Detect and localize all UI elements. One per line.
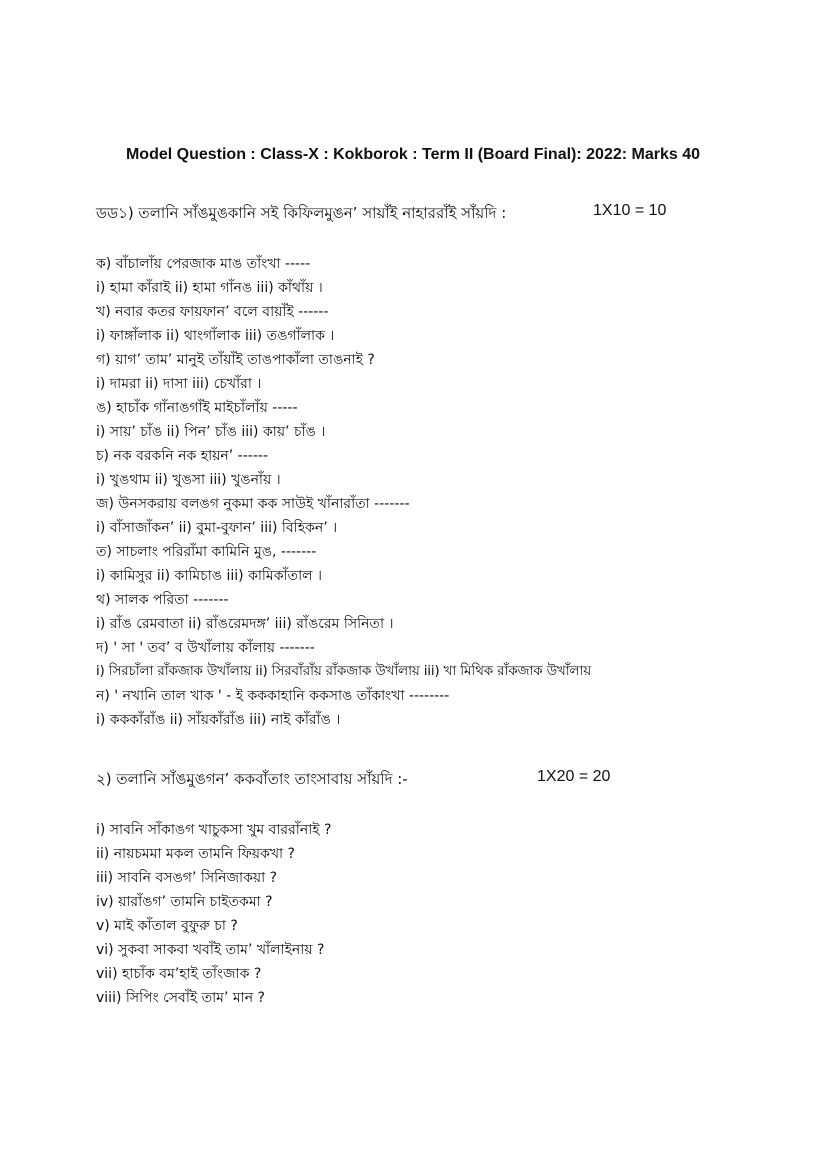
question-line: ন) ' নখানি তাল খাক ' - ই কককাহানি ককসাঙ তাঁকাংখা -------- [96,688,450,704]
options-line: i) বাঁসাজাঁকন’ ii) বুমা-বুফান’ iii) বিহিকন’ । [96,520,338,536]
question-line: চ) নক বরকনি নক হায়ন’ ------ [96,448,268,464]
options-line: i) সিরচাঁলা রাঁকজাক উখাঁলায় ii) সিরবাঁরাঁয় রাঁকজাক উখাঁলায় iii) খা মিথিক রাঁকজাক উখাঁলায় [96,663,592,679]
question-line: ক) বাঁচালাঁয় পেরজাক মাঙ তাঁংখা ----- [96,256,311,272]
question-line: iv) য়ারাঁঙগ’ তামনি চাইতকমা ? [96,894,273,910]
options-line: i) কামিসুর ii) কামিচাঙ iii) কামিকাঁতাল । [96,568,323,584]
section2-heading: ২) তলানি সাঁঙমুঙগন’ ককবাঁতাং তাংসাবায় সাঁয়দি :- [96,770,408,788]
options-line: i) দামরা ii) দাসা iii) চেখাঁরা । [96,376,262,392]
page-title: Model Question : Class-X : Kokborok : Term II (Board Final): 2022: Marks 40 [125,146,701,163]
question-line: ঙ) হাচাঁক গাঁনাঙগাঁই মাইচাঁলাঁয় ----- [96,400,298,416]
question-line: জ) উনসকরায় বলঙগ নুকমা কক সাউই খাঁনারাঁতা ------- [96,496,410,512]
question-line: ত) সাচলাং পরিরাঁমা কামিনি মুঙ, ------- [96,544,317,560]
question-line: দ) ' সা ' তব’ ব উখাঁলায় কাঁলায় ------- [96,640,315,656]
question-line: vii) হাচাঁক বম’হাই তাঁংজাক ? [96,966,262,982]
question-line: i) সাবনি সাঁকাঙগ খাচুকসা খুম বাররাঁনাই ? [96,822,332,838]
question-line: খ) নবার কতর ফায়ফান’ বলে বায়াঁই ------ [96,304,329,320]
question-line: viii) সিপিং সেবাঁই তাম’ মান ? [96,990,265,1006]
options-line: i) সায়’ চাঁঙ ii) পিন’ চাঁঙ iii) কায়’ চাঁঙ । [96,424,326,440]
section1-heading: ডড১) তলানি সাঁঙমুঙকানি সই কিফিলমুঙন’ সায়াঁই নাহাররাঁই সাঁয়দি : [96,204,507,222]
section1-marks: 1X10 = 10 [593,202,667,219]
question-line: vi) সুকবা সাকবা খবাঁই তাম’ খাঁলাইনায় ? [96,942,325,958]
question-line: iii) সাবনি বসঙগ’ সিনিজাকয়া ? [96,870,278,886]
options-line: i) ফাঙ্গাঁলাক ii) থাংগাঁলাক iii) তঙগাঁলাক । [96,328,335,344]
question-line: v) মাই কাঁতাল বুফুরু চা ? [96,918,238,934]
options-line: i) হামা কাঁরাই ii) হামা গাঁনঙ iii) কাঁথাঁয় । [96,280,323,296]
options-line: i) খুঙথাম ii) খুঙসা iii) খুঙনাঁয় । [96,472,281,488]
section2-marks: 1X20 = 20 [537,768,611,785]
question-line: থ) সালক পরিতা ------- [96,592,229,608]
question-line: গ) য়াগ’ তাম’ মানুই তাঁয়াঁই তাঙপাকাঁলা তাঙনাই ? [96,352,375,368]
options-line: i) কককাঁরাঁঙ ii) সাঁয়কাঁরাঁঙ iii) নাই কাঁরাঁঙ । [96,712,341,728]
question-line: ii) নায়চমমা মকল তামনি ফিয়কখা ? [96,846,295,862]
options-line: i) রাঁঙ রেমবাতা ii) রাঁঙরেমদঙ্গ’ iii) রাঁঙরেম সিনিতা । [96,616,394,632]
